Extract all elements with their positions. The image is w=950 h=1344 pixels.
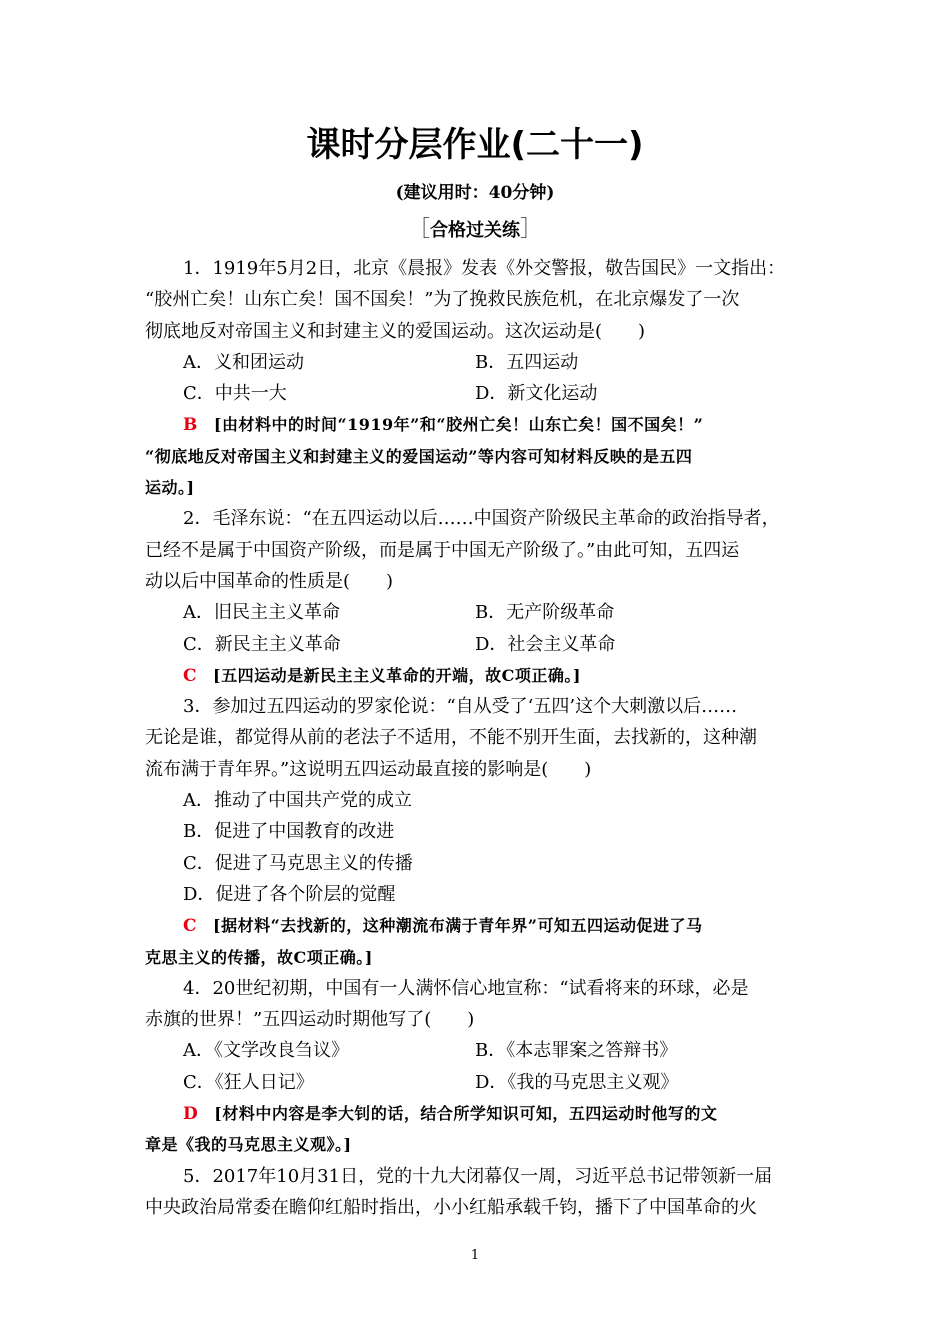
option-d: D．《我的马克思主义观》 xyxy=(475,1071,679,1093)
answer-explanation: 克思主义的传播，故C项正确。] xyxy=(145,947,373,967)
answer-key: C xyxy=(183,916,198,937)
question-line: 彻底地反对帝国主义和封建主义的爱国运动。这次运动是( ) xyxy=(145,320,646,342)
question-line: 中央政治局常委在瞻仰红船时指出，小小红船承载千钧，播下了中国革命的火 xyxy=(145,1196,757,1218)
question-line: 已经不是属于中国资产阶级，而是属于中国无产阶级了。”由此可知，五四运 xyxy=(145,539,740,561)
option-d: D．促进了各个阶层的觉醒 xyxy=(183,883,396,905)
answer-explanation: 运动。] xyxy=(145,478,195,498)
bracket-left: ［ xyxy=(407,217,430,242)
option-b: B．《本志罪案之答辩书》 xyxy=(475,1040,678,1062)
question-line: 4．20世纪初期，中国有一人满怀信心地宣称：“试看将来的环球，必是 xyxy=(183,977,749,999)
answer-key: C xyxy=(183,665,198,686)
option-a: A．推动了中国共产党的成立 xyxy=(183,790,412,812)
page-title: 课时分层作业(二十一) xyxy=(306,125,644,165)
answer-explanation: [据材料“去找新的，这种潮流布满于青年界”可知五四运动促进了马 xyxy=(213,916,703,936)
option-b: B．无产阶级革命 xyxy=(475,602,615,624)
question-line: 5．2017年10月31日，党的十九大闭幕仅一周，习近平总书记带领新一届 xyxy=(183,1165,773,1187)
option-row xyxy=(145,597,825,628)
section-heading xyxy=(0,215,950,246)
question-line: 赤旗的世界！”五四运动时期他写了( ) xyxy=(145,1009,475,1031)
question-line: 3．参加过五四运动的罗家伦说：“自从受了‘五四’这个大刺激以后…… xyxy=(183,696,738,718)
option-c: C．《狂人日记》 xyxy=(183,1071,314,1093)
suggested-time: (建议用时：40分钟) xyxy=(395,183,555,203)
answer-key: D xyxy=(183,1104,199,1125)
option-a: A．义和团运动 xyxy=(183,351,304,373)
option-c: C．中共一大 xyxy=(183,383,287,405)
answer-explanation: [由材料中的时间“1919年”和“胶州亡矣！山东亡矣！国不国矣！” xyxy=(213,415,704,435)
question-list xyxy=(145,253,825,1223)
answer-line xyxy=(145,409,825,440)
answer-line xyxy=(145,1098,825,1129)
option-b: B．五四运动 xyxy=(475,351,579,373)
option-row xyxy=(145,1067,825,1098)
option-d: D．新文化运动 xyxy=(475,383,598,405)
question-line: “胶州亡矣！山东亡矣！国不国矣！”为了挽救民族危机，在北京爆发了一次 xyxy=(145,289,740,311)
answer-explanation: [五四运动是新民主主义革命的开端，故C项正确。] xyxy=(213,665,581,685)
option-row xyxy=(145,629,825,660)
section-label: 合格过关练 xyxy=(430,220,520,241)
answer-line xyxy=(145,660,825,691)
question-line: 流布满于青年界。”这说明五四运动最直接的影响是( ) xyxy=(145,758,592,780)
question-line: 无论是谁，都觉得从前的老法子不适用，不能不别开生面，去找新的，这种潮 xyxy=(145,727,757,749)
answer-line xyxy=(145,910,825,941)
option-b: B．促进了中国教育的改进 xyxy=(183,821,395,843)
question-line: 2．毛泽东说：“在五四运动以后……中国资产阶级民主革命的政治指导者， xyxy=(183,508,780,530)
page-number: 1 xyxy=(470,1248,480,1263)
option-a: A．《文学改良刍议》 xyxy=(183,1040,349,1062)
option-c: C．促进了马克思主义的传播 xyxy=(183,852,413,874)
answer-explanation: 章是《我的马克思主义观》。] xyxy=(145,1135,352,1155)
option-row xyxy=(145,1035,825,1066)
bracket-right: ］ xyxy=(520,217,543,242)
question-line: 动以后中国革命的性质是( ) xyxy=(145,570,394,592)
answer-explanation: “彻底地反对帝国主义和封建主义的爱国运动”等内容可知材料反映的是五四 xyxy=(145,446,693,466)
option-d: D．社会主义革命 xyxy=(475,633,616,655)
answer-key: B xyxy=(183,415,198,436)
question-line: 1．1919年5月2日，北京《晨报》发表《外交警报，敬告国民》一文指出： xyxy=(183,258,786,279)
option-a: A．旧民主主义革命 xyxy=(183,602,340,624)
option-row xyxy=(145,378,825,409)
option-row xyxy=(145,347,825,378)
answer-explanation: [材料中内容是李大钊的话，结合所学知识可知，五四运动时他写的文 xyxy=(214,1104,718,1124)
option-c: C．新民主主义革命 xyxy=(183,633,341,655)
